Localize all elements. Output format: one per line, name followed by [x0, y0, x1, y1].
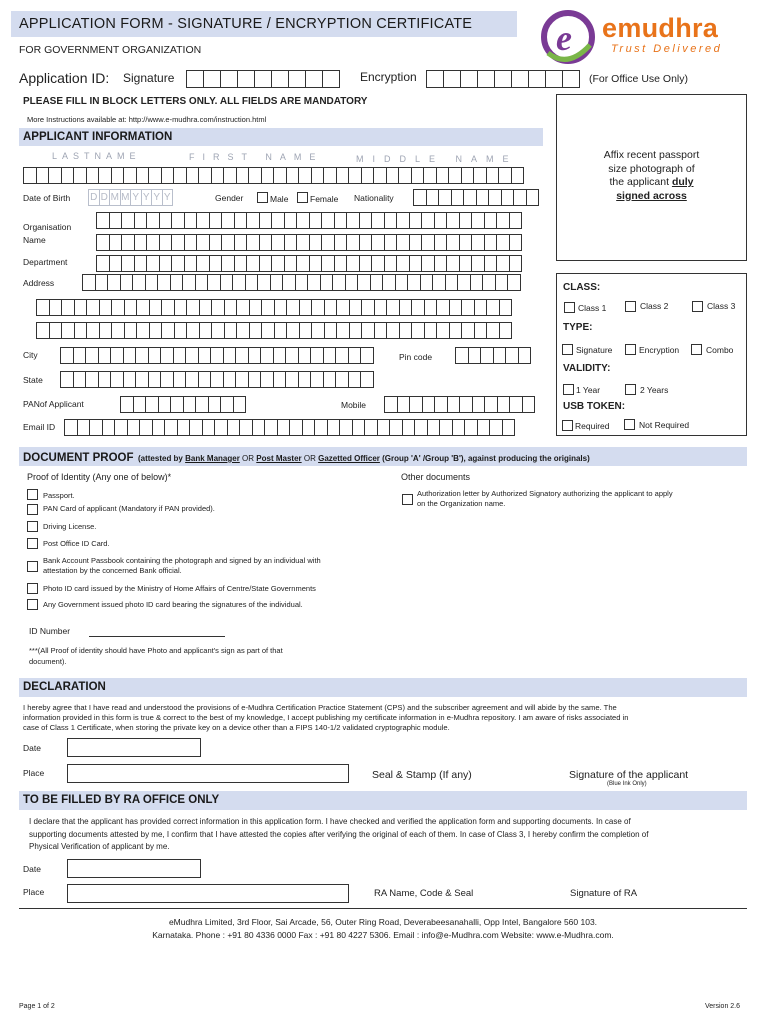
- logo-letter: e: [556, 18, 572, 58]
- declaration-place-field[interactable]: [67, 764, 349, 783]
- validity-1-year-label: 1 Year: [576, 385, 601, 395]
- signature-type-checkbox[interactable]: [562, 344, 573, 355]
- ra-name-code-seal-label: RA Name, Code & Seal: [374, 888, 474, 899]
- post-office-id-label: Post Office ID Card.: [43, 539, 110, 548]
- pin-label: Pin code: [399, 352, 433, 362]
- document-proof-heading: DOCUMENT PROOF: [23, 452, 134, 464]
- class-3-checkbox[interactable]: [692, 301, 703, 312]
- org-boxes-2[interactable]: [96, 234, 521, 251]
- validity-2-years-checkbox[interactable]: [625, 384, 636, 395]
- validity-1-year-checkbox[interactable]: [563, 384, 574, 395]
- block-letters-notice: PLEASE FILL IN BLOCK LETTERS ONLY. ALL FIELDS ARE MANDATORY: [23, 96, 368, 107]
- poi-note-2: document).: [29, 657, 67, 666]
- address-boxes-1[interactable]: [82, 274, 520, 291]
- class-3-label: Class 3: [707, 301, 736, 311]
- validity-2-years-label: 2 Years: [640, 385, 669, 395]
- gender-label: Gender: [215, 193, 244, 203]
- logo-tagline: Trust Delivered: [611, 43, 723, 55]
- applicant-info-heading: APPLICANT INFORMATION: [23, 131, 173, 143]
- declaration-heading: DECLARATION: [23, 681, 106, 693]
- middle-name-hint: MIDDLE NAME: [356, 154, 518, 164]
- app-id-signature-label: Signature: [123, 71, 175, 85]
- female-label: Female: [310, 194, 339, 204]
- class-2-checkbox[interactable]: [625, 301, 636, 312]
- encryption-type-label: Encryption: [639, 345, 680, 355]
- footer-address: eMudhra Limited, 3rd Floor, Sai Arcade, 56, Outer Ring Road, Deverabeesanahalli, Opp Intel, Bangalore 560 103. Karnataka. Phone : +91 80 4336 0000 Fax : +91 80 4227 5306. Email : info@e-Mudhra.com Website: www.e-Mudhra.com.: [152, 917, 614, 940]
- address-label: Address: [23, 278, 55, 288]
- mha-photo-id-checkbox[interactable]: [27, 583, 38, 594]
- other-docs-heading: Other documents: [401, 472, 471, 482]
- form-title: APPLICATION FORM - SIGNATURE / ENCRYPTION CERTIFICATE: [19, 16, 473, 32]
- mha-photo-id-label: Photo ID card issued by the Ministry of Home Affairs of Centre/State Governments: [43, 584, 316, 593]
- applicant-signature-label: Signature of the applicant: [569, 769, 689, 781]
- address-boxes-3[interactable]: [36, 322, 511, 339]
- driving-license-label: Driving License.: [43, 522, 97, 531]
- class-2-label: Class 2: [640, 301, 669, 311]
- pan-label: PANof Applicant: [23, 399, 84, 409]
- id-number-line[interactable]: [89, 636, 225, 637]
- pan-card-checkbox[interactable]: [27, 504, 38, 515]
- app-id-label: Application ID:: [19, 70, 110, 86]
- photo-box: [556, 94, 747, 261]
- address-boxes-2[interactable]: [36, 299, 511, 316]
- pin-boxes[interactable]: [455, 347, 530, 364]
- photo-instructions: Affix recent passport size photograph of the applicant duly signed across: [603, 149, 700, 202]
- class-1-label: Class 1: [578, 303, 607, 313]
- footer-divider: [19, 908, 747, 909]
- declaration-band: [19, 678, 747, 697]
- form-subtitle: FOR GOVERNMENT ORGANIZATION: [19, 44, 202, 56]
- nationality-boxes[interactable]: [413, 189, 538, 206]
- poi-note-1: ***(All Proof of identity should have Photo and applicant's sign as part of that: [29, 646, 283, 655]
- app-id-encryption-label: Encryption: [360, 70, 417, 84]
- poi-heading: Proof of Identity (Any one of below)*: [27, 472, 172, 482]
- org-label-2: Name: [23, 235, 46, 245]
- declaration-place-label: Place: [23, 768, 45, 778]
- type-heading: TYPE:: [563, 322, 593, 333]
- mobile-label: Mobile: [341, 400, 367, 410]
- class-1-checkbox[interactable]: [564, 302, 575, 313]
- govt-photo-id-checkbox[interactable]: [27, 599, 38, 610]
- blue-ink-note: (Blue Ink Only): [607, 781, 647, 787]
- ra-signature-label: Signature of RA: [570, 888, 638, 899]
- token-required-label: Required: [575, 421, 610, 431]
- token-not-required-checkbox[interactable]: [624, 419, 635, 430]
- version-number: Version 2.6: [705, 1003, 741, 1010]
- post-office-id-checkbox[interactable]: [27, 538, 38, 549]
- org-label-1: Organisation: [23, 222, 72, 232]
- passport-checkbox[interactable]: [27, 489, 38, 500]
- email-boxes[interactable]: [64, 419, 514, 436]
- dob-label: Date of Birth: [23, 193, 71, 203]
- nationality-label: Nationality: [354, 193, 394, 203]
- logo-name: emudhra: [602, 13, 719, 43]
- govt-photo-id-label: Any Government issued photo ID card bearing the signatures of the individual.: [43, 600, 303, 609]
- authorization-letter-checkbox[interactable]: [402, 494, 413, 505]
- office-use-note: (For Office Use Only): [589, 73, 688, 85]
- ra-office-band: [19, 791, 747, 810]
- authorization-letter-label-1: Authorization letter by Authorized Signatory authorizing the applicant to apply: [417, 489, 673, 498]
- last-name-hint: LASTNAME: [52, 151, 141, 161]
- male-label: Male: [270, 194, 289, 204]
- ra-place-label: Place: [23, 887, 45, 897]
- emudhra-logo: [538, 9, 758, 65]
- ra-date-field[interactable]: [67, 859, 201, 878]
- token-not-required-label: Not Required: [639, 420, 690, 430]
- ra-office-heading: TO BE FILLED BY RA OFFICE ONLY: [23, 794, 220, 806]
- department-boxes[interactable]: [96, 255, 521, 272]
- email-label: Email ID: [23, 422, 56, 432]
- first-name-hint: FIRST NAME: [189, 152, 324, 162]
- authorization-letter-label-2: on the Organization name.: [417, 499, 506, 508]
- mobile-boxes[interactable]: [384, 396, 534, 413]
- bank-passbook-label-1: Bank Account Passbook containing the photograph and signed by an individual with: [43, 556, 321, 565]
- dob-boxes[interactable]: D D M M Y Y Y Y: [88, 189, 172, 206]
- declaration-date-field[interactable]: [67, 738, 201, 757]
- seal-stamp-label: Seal & Stamp (If any): [372, 769, 472, 781]
- pan-card-label: PAN Card of applicant (Mandatory if PAN provided).: [43, 504, 215, 513]
- token-required-checkbox[interactable]: [562, 420, 573, 431]
- validity-heading: VALIDITY:: [563, 363, 611, 374]
- declaration-text: I hereby agree that I have read and understood the provisions of e-Mudhra Certification Practice Statement (CPS) and the subscriber agreement and will abide by the same. The information provided in this form is true & correct to the best of my knowledge, I accept publishing my certificate information in e-Mudhra repository. I am aware of risks associated in case of Class 1 Certificate, when storing the private key on a device other than a FIPS 140-1/2 validated cryptographic module.: [23, 703, 629, 732]
- document-proof-note: (attested by Bank Manager OR Post Master OR Gazetted Officer (Group 'A' /Group 'B'), against producing the originals): [137, 454, 590, 463]
- encryption-type-checkbox[interactable]: [625, 344, 636, 355]
- usb-token-heading: USB TOKEN:: [563, 401, 626, 412]
- logo-mark-icon: [538, 9, 598, 65]
- city-label: City: [23, 350, 38, 360]
- combo-type-label: Combo: [706, 345, 734, 355]
- page-number: Page 1 of 2: [19, 1003, 55, 1010]
- bank-passbook-label-2: attestation by the concerned Bank official.: [43, 566, 182, 575]
- app-id-encryption-boxes[interactable]: [426, 70, 579, 88]
- bank-passbook-checkbox[interactable]: [27, 561, 38, 572]
- signature-type-label: Signature: [576, 345, 613, 355]
- department-label: Department: [23, 257, 68, 267]
- name-boxes[interactable]: [23, 167, 523, 184]
- state-boxes[interactable]: [60, 371, 373, 388]
- declaration-date-label: Date: [23, 743, 41, 753]
- instructions-link[interactable]: More Instructions available at: http://www.e-mudhra.com/instruction.html: [27, 115, 267, 124]
- org-boxes-1[interactable]: [96, 212, 521, 229]
- ra-date-label: Date: [23, 864, 41, 874]
- pan-boxes[interactable]: [120, 396, 245, 413]
- document-proof-band: [19, 447, 747, 466]
- applicant-info-band: [19, 128, 543, 146]
- combo-type-checkbox[interactable]: [691, 344, 702, 355]
- ra-declaration-text: I declare that the applicant has provided correct information in this application form. I have checked and verified the application form and supporting documents. In case of supporting documents attested by me, I confirm that I have attested the copies after verifying the original of each of them. In case of Class 3, I hereby confirm the completion of Physical Verification of applicant by me.: [29, 817, 649, 851]
- ra-place-field[interactable]: [67, 884, 349, 903]
- app-id-signature-boxes[interactable]: [186, 70, 339, 88]
- passport-label: Passport.: [43, 491, 75, 500]
- driving-license-checkbox[interactable]: [27, 521, 38, 532]
- female-checkbox[interactable]: [297, 192, 308, 203]
- state-label: State: [23, 375, 43, 385]
- male-checkbox[interactable]: [257, 192, 268, 203]
- city-boxes[interactable]: [60, 347, 373, 364]
- class-heading: CLASS:: [563, 282, 601, 293]
- id-number-label: ID Number: [29, 626, 71, 636]
- certificate-options-box: [556, 273, 747, 436]
- title-band: [11, 11, 517, 37]
